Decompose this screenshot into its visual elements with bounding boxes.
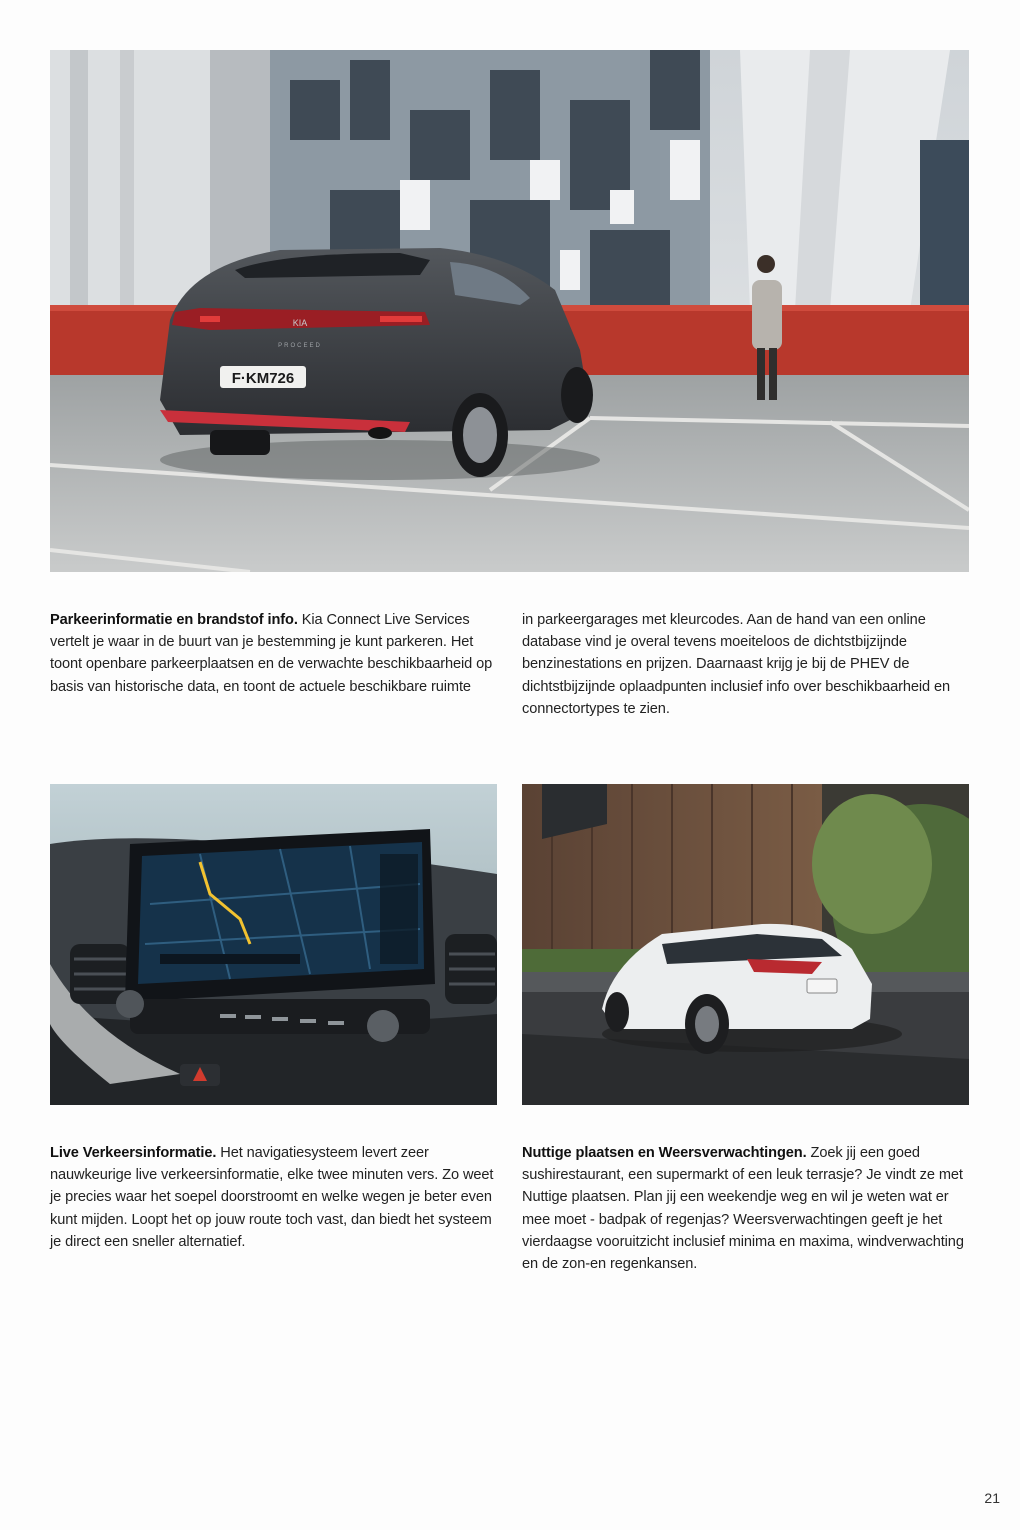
places-weather-text [522,1142,969,1275]
places-weather-body: Zoek jij een goed sushirestaurant, een supermarkt of een leuk terrasje? Je vindt ze met Nuttige plaatsen. Plan jij een weekendje weg en wil je weten wat er mee moet - badpak of regenjas? Weersverwachtingen geeft je het vierdaagse vooruitzicht inclusief minima en maxima, windverwachting en de zon-en regenkansen. [522,1145,964,1273]
parking-info-text [50,609,505,698]
live-traffic-body: Het navigatiesysteem levert zeer nauwkeurige live verkeersinformatie, elke twee minuten vers. Zo weet je precies waar het soepel doorstroomt en welke wegen je beter even kunt mijden. Loopt het op jouw route toch vast, dan biedt het systeem je direct een sneller alternatief. [50,1145,494,1250]
white-wagon-photo [522,784,969,1105]
trunk-badge: KIA [292,318,308,328]
parking-info-continued-body: in parkeergarages met kleurcodes. Aan de hand van een online database vind je overal tevens moeiteloos de dichtstbijzijnde benzinestations en prijzen. Daarnaast krijg je bij de PHEV de dichtstbijzijnde oplaadpunten inclusief info over beschikbaarheid en connectortypes te zien. [522,612,951,717]
trunk-wordmark: PROCEED [278,343,322,349]
parking-info-body: Kia Connect Live Services vertelt je waar in de buurt van je bestemming je kunt parkeren. Het toont openbare parkeerplaatsen en de verwachte beschikbaarheid op basis van historische data, en toont de actuele beschikbare ruimte [50,612,493,695]
parking-info-continued-text [522,609,969,720]
page-number: 21 [984,1490,1000,1506]
live-traffic-heading: Live Verkeersinformatie. [50,1145,217,1161]
places-weather-heading: Nuttige plaatsen en Weersverwachtingen. [522,1145,807,1161]
license-plate: F·KM726 [231,370,295,387]
parking-info-heading: Parkeerinformatie en brandstof info. [50,612,298,628]
hero-car-photo [50,50,969,572]
navigation-screen-photo [50,784,497,1105]
live-traffic-text [50,1142,505,1253]
